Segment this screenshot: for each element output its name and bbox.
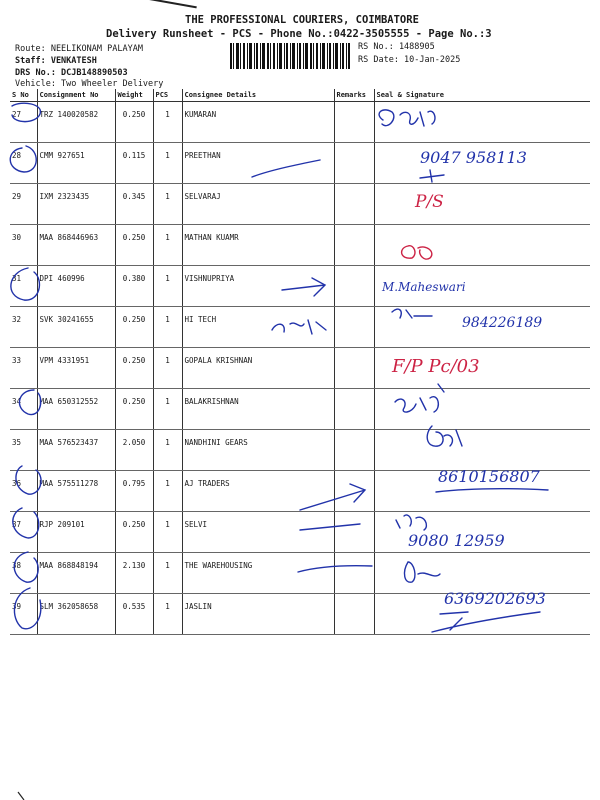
cell-signature (374, 430, 590, 471)
cell-signature (374, 471, 590, 512)
cell-signature (374, 102, 590, 143)
table-header-row (10, 89, 590, 102)
cell-sno: 27 (10, 102, 37, 143)
cell-pcs: 1 (153, 225, 182, 266)
cell-pcs: 1 (153, 512, 182, 553)
cell-consignee: SELVARAJ (182, 184, 334, 225)
cell-weight: 0.380 (115, 266, 153, 307)
cell-pcs: 1 (153, 430, 182, 471)
cell-consignment: MAA 575511278 (37, 471, 115, 512)
cell-signature (374, 266, 590, 307)
rs-date: RS Date: 10-Jan-2025 (358, 55, 461, 65)
header-sno: S No (10, 89, 37, 102)
cell-sno: 30 (10, 225, 37, 266)
cell-consignee: HI TECH (182, 307, 334, 348)
header-weight: Weight (115, 89, 153, 102)
cell-weight: 0.250 (115, 102, 153, 143)
cell-pcs: 1 (153, 553, 182, 594)
cell-sno: 36 (10, 471, 37, 512)
vehicle-label: Vehicle: Two Wheeler Delivery (15, 79, 164, 89)
cell-weight: 0.115 (115, 143, 153, 184)
cell-signature (374, 307, 590, 348)
table-row (10, 594, 590, 635)
cell-remarks (334, 225, 374, 266)
header-consignee: Consignee Details (182, 89, 334, 102)
staff-label: Staff: VENKATESH (15, 56, 97, 66)
table-row (10, 266, 590, 307)
header-remarks: Remarks (334, 89, 374, 102)
cell-signature (374, 389, 590, 430)
document-title: THE PROFESSIONAL COURIERS, COIMBATORE (185, 14, 419, 26)
cell-consignee: JASLIN (182, 594, 334, 635)
cell-signature (374, 594, 590, 635)
cell-sno: 33 (10, 348, 37, 389)
cell-sno: 34 (10, 389, 37, 430)
table-row (10, 307, 590, 348)
cell-consignment: CMM 927651 (37, 143, 115, 184)
cell-pcs: 1 (153, 184, 182, 225)
handwriting-33: F/P Pc/03 (392, 356, 480, 377)
cell-remarks (334, 184, 374, 225)
cell-remarks (334, 348, 374, 389)
table-row (10, 184, 590, 225)
cell-consignment: MAA 868446963 (37, 225, 115, 266)
header-signature: Seal & Signature (374, 89, 590, 102)
cell-consignment: MAA 868848194 (37, 553, 115, 594)
table-row (10, 512, 590, 553)
rs-number: RS No.: 1488905 (358, 42, 435, 52)
cell-sno: 32 (10, 307, 37, 348)
document-subtitle: Delivery Runsheet - PCS - Phone No.:0422-3505555 - Page No.:3 (106, 28, 492, 40)
cell-consignment: SVK 30241655 (37, 307, 115, 348)
table-row (10, 102, 590, 143)
cell-consignment: RJP 209101 (37, 512, 115, 553)
cell-signature (374, 184, 590, 225)
cell-weight: 0.250 (115, 307, 153, 348)
handwriting-32: 984226189 (462, 315, 543, 331)
cell-pcs: 1 (153, 143, 182, 184)
table-row (10, 471, 590, 512)
handwriting-39: 6369202693 (444, 589, 546, 608)
cell-weight: 2.050 (115, 430, 153, 471)
cell-remarks (334, 102, 374, 143)
cell-sno: 39 (10, 594, 37, 635)
handwriting-37: 9080 12959 (408, 531, 505, 550)
cell-sno: 37 (10, 512, 37, 553)
handwriting-31: M.Maheswari (382, 280, 466, 294)
cell-remarks (334, 471, 374, 512)
drs-number: DRS No.: DCJB148890503 (15, 68, 128, 78)
cell-consignment: MAA 576523437 (37, 430, 115, 471)
cell-signature (374, 143, 590, 184)
table-row (10, 348, 590, 389)
barcode-image (230, 43, 350, 69)
cell-remarks (334, 594, 374, 635)
cell-consignee: VISHNUPRIYA (182, 266, 334, 307)
cell-consignment: DPI 460996 (37, 266, 115, 307)
cell-remarks (334, 512, 374, 553)
cell-signature (374, 512, 590, 553)
cell-consignee: NANDHINI GEARS (182, 430, 334, 471)
header-consignment: Consignment No (37, 89, 115, 102)
table-row (10, 553, 590, 594)
cell-sno: 38 (10, 553, 37, 594)
cell-pcs: 1 (153, 102, 182, 143)
table-row (10, 143, 590, 184)
cell-pcs: 1 (153, 471, 182, 512)
corner-pen-mark (147, 0, 197, 8)
table-row (10, 430, 590, 471)
cell-signature (374, 348, 590, 389)
cell-pcs: 1 (153, 266, 182, 307)
corner-pen-mark-bottom (18, 792, 24, 800)
cell-consignee: GOPALA KRISHNAN (182, 348, 334, 389)
cell-consignment: SLM 362058658 (37, 594, 115, 635)
table-row (10, 389, 590, 430)
cell-weight: 0.250 (115, 348, 153, 389)
cell-pcs: 1 (153, 307, 182, 348)
cell-pcs: 1 (153, 389, 182, 430)
header-pcs: PCS (153, 89, 182, 102)
handwriting-29: P/S (415, 192, 444, 212)
cell-weight: 0.250 (115, 225, 153, 266)
table-row (10, 225, 590, 266)
cell-remarks (334, 307, 374, 348)
cell-weight: 0.795 (115, 471, 153, 512)
cell-consignee: AJ TRADERS (182, 471, 334, 512)
cell-weight: 0.250 (115, 512, 153, 553)
cell-consignee: SELVI (182, 512, 334, 553)
cell-signature (374, 553, 590, 594)
cell-consignment: IXM 2323435 (37, 184, 115, 225)
cell-remarks (334, 266, 374, 307)
cell-weight: 0.250 (115, 389, 153, 430)
cell-consignment: TRZ 140020582 (37, 102, 115, 143)
cell-remarks (334, 143, 374, 184)
cell-signature (374, 225, 590, 266)
handwriting-28: 9047 958113 (420, 148, 527, 167)
cell-remarks (334, 389, 374, 430)
cell-sno: 35 (10, 430, 37, 471)
cell-consignee: MATHAN KUAMR (182, 225, 334, 266)
cell-weight: 0.535 (115, 594, 153, 635)
cell-remarks (334, 430, 374, 471)
cell-consignment: MAA 650312552 (37, 389, 115, 430)
cell-weight: 0.345 (115, 184, 153, 225)
cell-weight: 2.130 (115, 553, 153, 594)
cell-consignee: PREETHAN (182, 143, 334, 184)
cell-consignee: KUMARAN (182, 102, 334, 143)
cell-consignment: VPM 4331951 (37, 348, 115, 389)
cell-sno: 31 (10, 266, 37, 307)
cell-sno: 28 (10, 143, 37, 184)
handwriting-36: 8610156807 (438, 467, 540, 486)
cell-sno: 29 (10, 184, 37, 225)
route-label: Route: NEELIKONAM PALAYAM (15, 44, 143, 54)
runsheet-table (10, 89, 590, 635)
cell-pcs: 1 (153, 348, 182, 389)
cell-consignee: THE WAREHOUSING (182, 553, 334, 594)
cell-pcs: 1 (153, 594, 182, 635)
cell-remarks (334, 553, 374, 594)
cell-consignee: BALAKRISHNAN (182, 389, 334, 430)
